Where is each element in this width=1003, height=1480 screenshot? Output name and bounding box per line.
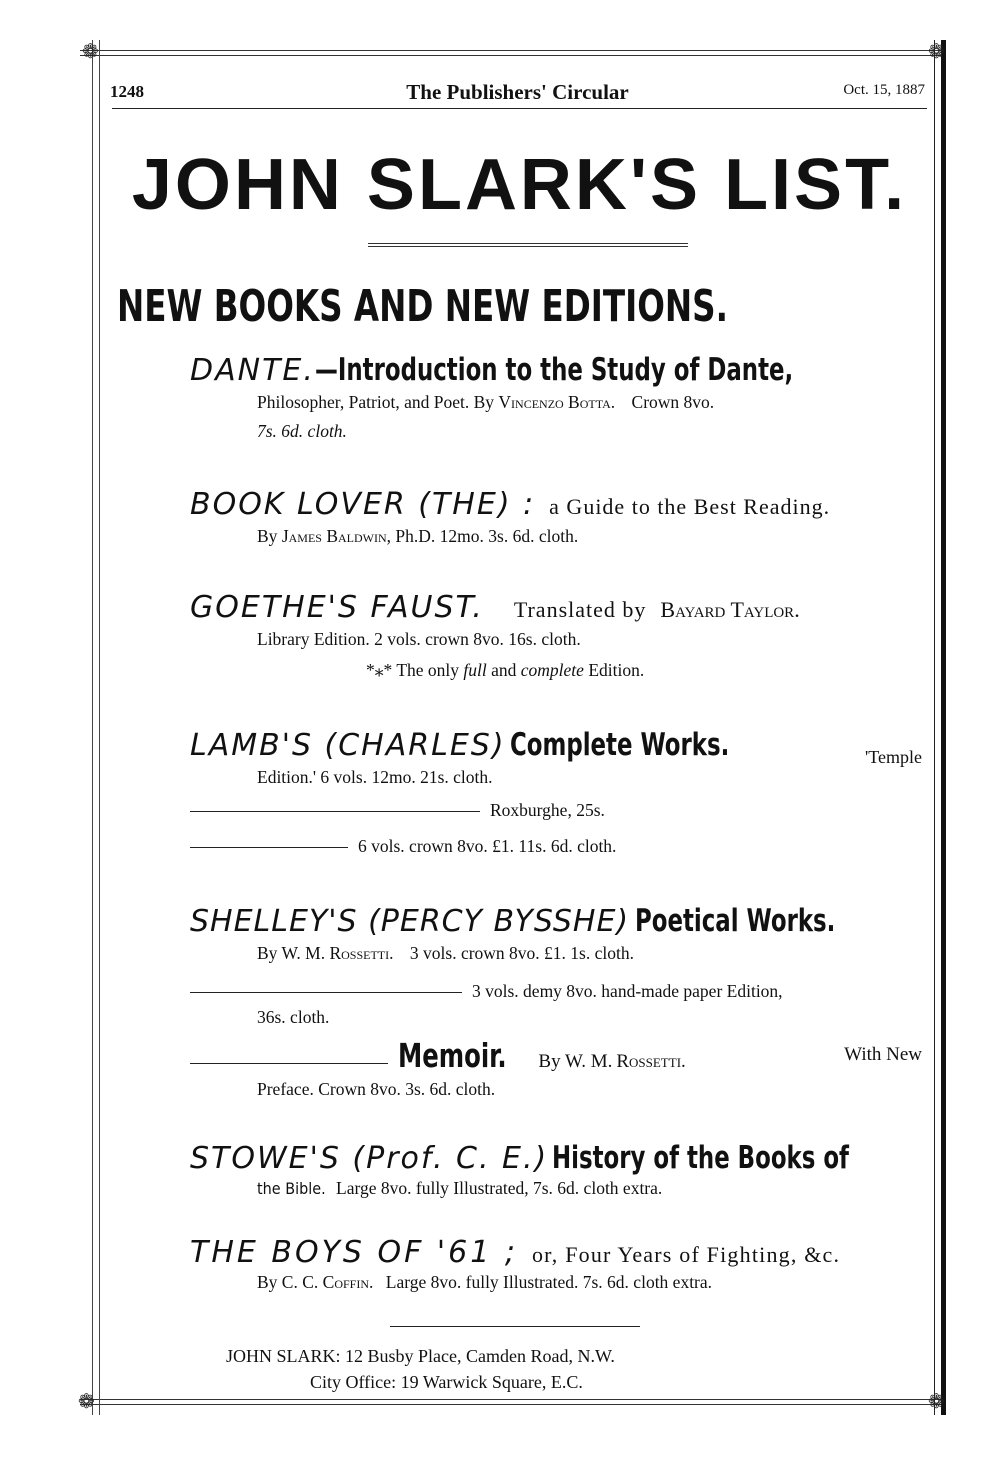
book-entry-stowe	[190, 1140, 922, 1201]
entry-variant-cont	[257, 1008, 922, 1026]
entry-title: STOWE'S (Prof. C. E.)	[190, 1141, 549, 1176]
book-entry-book-lover	[190, 487, 922, 551]
entry-variant	[190, 828, 922, 864]
book-entry-lamb	[190, 727, 922, 864]
entry-title: THE BOYS OF '61 ;	[190, 1235, 518, 1270]
top-border-rule	[80, 50, 942, 56]
book-entry-boys-of-61	[190, 1235, 922, 1294]
ornament-icon: ❁	[78, 1391, 95, 1413]
entry-edition: 'Temple	[865, 747, 922, 767]
note-text: full	[463, 660, 487, 680]
entry-variant	[190, 974, 922, 1008]
entry-subtitle: History of the Books of	[552, 1140, 850, 1176]
city-office-address: City Office: 19 Warwick Square, E.C.	[310, 1372, 583, 1392]
entry-title: DANTE.	[190, 353, 315, 388]
ornament-icon: ❁	[928, 41, 945, 63]
running-header	[110, 80, 925, 106]
ornament-icon: ❁	[928, 1391, 945, 1413]
ditto-rule	[190, 847, 348, 848]
entry-memoir	[190, 1036, 922, 1075]
entry-author: Bayard Taylor.	[660, 597, 800, 622]
running-title: The Publishers' Circular	[406, 80, 629, 104]
entry-author: Vincenzo Botta.	[498, 392, 616, 412]
entry-author: James Baldwin,	[281, 526, 392, 546]
publisher-address: JOHN SLARK: 12 Busby Place, Camden Road, N.W.	[226, 1346, 615, 1366]
entry-variant	[190, 792, 922, 828]
memoir-title: Memoir.	[398, 1036, 507, 1075]
entry-author: Rossetti.	[616, 1051, 686, 1072]
entry-detail: Philosopher, Patriot, and Poet. By	[257, 392, 495, 412]
asterism-icon: *⁎*	[366, 660, 393, 680]
entry-title: SHELLEY'S (PERCY BYSSHE)	[190, 904, 630, 939]
entry-detail: Crown 8vo.	[631, 392, 715, 412]
entry-subtitle: —Introduction to the Study of Dante,	[314, 352, 794, 388]
note-text: Edition.	[588, 660, 645, 680]
footer-rule	[390, 1326, 640, 1327]
memoir-text: With New	[844, 1044, 922, 1065]
header-rule	[112, 108, 927, 109]
note-text: complete	[520, 660, 584, 680]
title-rule	[368, 243, 688, 247]
ditto-rule	[190, 811, 480, 812]
entry-author: Rossetti.	[329, 943, 394, 963]
issue-date: Oct. 15, 1887	[843, 82, 925, 98]
page-number: 1248	[110, 82, 144, 101]
entry-detail: Large 8vo. fully Illustrated. 7s. 6d. cloth extra.	[385, 1272, 713, 1292]
entry-title: GOETHE'S FAUST.	[190, 590, 484, 625]
variant-text: 6 vols. crown 8vo. £1. 11s. 6d. cloth.	[358, 836, 617, 856]
book-entry-dante	[190, 352, 922, 446]
entry-detail: By C. C.	[257, 1272, 319, 1292]
note-text: The only	[396, 660, 460, 680]
ditto-rule	[190, 1063, 388, 1064]
entry-detail: By W. M.	[257, 943, 326, 963]
entry-subtitle: a Guide to the Best Reading.	[549, 494, 831, 519]
entry-detail: Ph.D. 12mo. 3s. 6d. cloth.	[395, 526, 579, 546]
entry-detail: Edition.' 6 vols. 12mo. 21s. cloth.	[257, 767, 493, 787]
ornament-icon: ❁	[82, 41, 99, 63]
entry-note	[366, 654, 922, 686]
ditto-rule	[190, 992, 462, 993]
entry-detail: By	[257, 526, 278, 546]
right-border-rule	[934, 40, 946, 1415]
variant-text: 3 vols. demy 8vo. hand-made paper Edition,	[472, 981, 783, 1001]
variant-text: Roxburghe, 25s.	[490, 800, 605, 820]
bottom-border-rule	[80, 1399, 942, 1405]
entry-detail: Preface. Crown 8vo. 3s. 6d. cloth.	[257, 1079, 496, 1099]
entry-detail: Library Edition. 2 vols. crown 8vo. 16s. cloth.	[257, 629, 581, 649]
entry-detail: the Bible.	[257, 1179, 326, 1198]
entry-detail: 3 vols. crown 8vo. £1. 1s. cloth.	[409, 943, 634, 963]
left-border-rule	[92, 40, 100, 1415]
section-heading: NEW BOOKS AND NEW EDITIONS.	[117, 281, 728, 332]
entry-subtitle: Poetical Works.	[635, 903, 836, 939]
variant-text: 36s. cloth.	[257, 1007, 330, 1027]
book-entry-shelley	[190, 903, 922, 1104]
book-entry-faust	[190, 590, 922, 686]
entry-detail: Large 8vo. fully Illustrated, 7s. 6d. cloth extra.	[336, 1178, 663, 1198]
note-text: and	[491, 660, 517, 680]
entry-subtitle: or, Four Years of Fighting, &c.	[531, 1242, 841, 1267]
entry-title: BOOK LOVER (THE) :	[190, 487, 536, 522]
entry-price: 7s. 6d. cloth.	[257, 421, 347, 441]
entry-author: Coffin.	[322, 1272, 374, 1292]
entry-subtitle: Translated by	[513, 597, 647, 622]
page-title: JOHN SLARK'S LIST.	[131, 145, 908, 225]
entry-title: LAMB'S (CHARLES)	[190, 728, 506, 763]
memoir-text: By W. M.	[538, 1051, 613, 1072]
entry-subtitle: Complete Works.	[509, 727, 729, 763]
